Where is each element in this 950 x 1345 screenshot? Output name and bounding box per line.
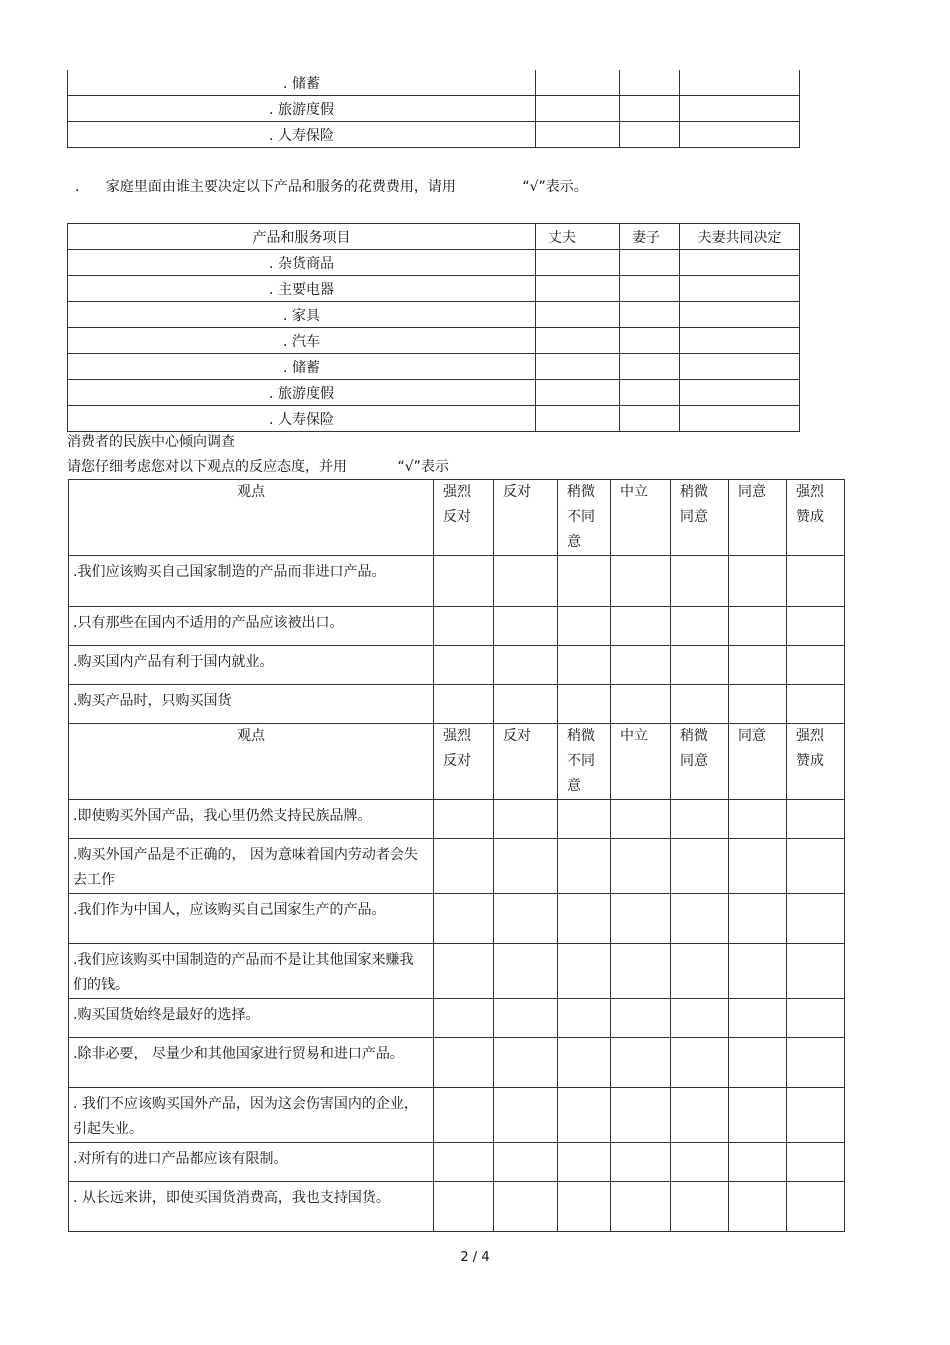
rating-cell[interactable] (434, 800, 494, 839)
answer-cell[interactable] (536, 70, 620, 96)
rating-cell[interactable] (611, 1143, 671, 1182)
opinion-statement: .我们应该购买自己国家制造的产品而非进口产品。 (69, 556, 434, 607)
rating-cell[interactable] (729, 999, 787, 1038)
rating-cell[interactable] (671, 556, 729, 607)
rating-cell[interactable] (729, 894, 787, 944)
header-line: 同意 (680, 509, 708, 525)
answer-cell[interactable] (536, 406, 620, 432)
rating-cell[interactable] (729, 1182, 787, 1232)
rating-cell[interactable] (611, 607, 671, 646)
rating-cell[interactable] (611, 1038, 671, 1088)
answer-cell[interactable] (536, 276, 620, 302)
rating-cell[interactable] (611, 1182, 671, 1232)
answer-cell[interactable] (620, 70, 680, 96)
table-header-row (69, 480, 845, 556)
table-row (68, 122, 800, 148)
rating-cell[interactable] (494, 944, 558, 999)
rating-cell[interactable] (729, 1143, 787, 1182)
rating-cell[interactable] (611, 839, 671, 894)
rating-cell[interactable] (671, 800, 729, 839)
rating-cell[interactable] (434, 1088, 494, 1143)
rating-cell[interactable] (494, 646, 558, 685)
question-2 (75, 176, 588, 196)
answer-cell[interactable] (680, 380, 800, 406)
answer-cell[interactable] (620, 354, 680, 380)
table-row (69, 607, 845, 646)
rating-cell[interactable] (729, 607, 787, 646)
item-label: . 人寿保险 (68, 122, 536, 148)
header-wife: 妻子 (620, 224, 680, 250)
header-items: 产品和服务项目 (68, 224, 536, 250)
answer-cell[interactable] (536, 122, 620, 148)
rating-cell[interactable] (494, 1038, 558, 1088)
item-label: . 人寿保险 (68, 406, 536, 432)
header-scale-option (558, 480, 611, 556)
rating-cell[interactable] (671, 1038, 729, 1088)
header-opinion (69, 480, 434, 556)
rating-cell[interactable] (434, 685, 494, 724)
item-label: . 主要电器 (68, 276, 536, 302)
answer-cell[interactable] (536, 250, 620, 276)
answer-cell[interactable] (680, 70, 800, 96)
header-scale-option (434, 480, 494, 556)
rating-cell[interactable] (729, 646, 787, 685)
rating-cell[interactable] (558, 999, 611, 1038)
table-row (68, 302, 800, 328)
rating-cell[interactable] (671, 1143, 729, 1182)
opinion-table (68, 479, 845, 1232)
answer-cell[interactable] (620, 380, 680, 406)
header-scale-option (494, 724, 558, 800)
rating-cell[interactable] (558, 1182, 611, 1232)
item-label: . 旅游度假 (68, 96, 536, 122)
rating-cell[interactable] (558, 685, 611, 724)
answer-cell[interactable] (536, 380, 620, 406)
rating-cell[interactable] (434, 839, 494, 894)
item-label: . 储蓄 (68, 354, 536, 380)
rating-cell[interactable] (671, 646, 729, 685)
rating-cell[interactable] (434, 894, 494, 944)
answer-cell[interactable] (620, 276, 680, 302)
table-row (69, 894, 845, 944)
table-row (69, 999, 845, 1038)
rating-cell[interactable] (787, 944, 845, 999)
answer-cell[interactable] (680, 276, 800, 302)
answer-cell[interactable] (680, 302, 800, 328)
table-row (69, 1143, 845, 1182)
answer-cell[interactable] (680, 406, 800, 432)
opinion-statement: .购买国货始终是最好的选择。 (69, 999, 434, 1038)
answer-cell[interactable] (620, 250, 680, 276)
answer-cell[interactable] (536, 354, 620, 380)
question-number: . (75, 179, 80, 195)
answer-cell[interactable] (620, 96, 680, 122)
rating-cell[interactable] (671, 839, 729, 894)
rating-cell[interactable] (434, 1182, 494, 1232)
rating-cell[interactable] (787, 1182, 845, 1232)
header-line: 反对 (503, 484, 531, 500)
header-scale-option (434, 724, 494, 800)
answer-cell[interactable] (680, 122, 800, 148)
header-husband: 丈夫 (536, 224, 620, 250)
header-line: 稍微 (567, 728, 595, 744)
rating-cell[interactable] (671, 1182, 729, 1232)
table-row (68, 354, 800, 380)
item-label: . 家具 (68, 302, 536, 328)
check-mark-instruction: “√”表示。 (522, 179, 588, 195)
header-line: 稍微 (567, 484, 595, 500)
opinion-statement: . 我们不应该购买国外产品，因为这会伤害国内的企业，引起失业。 (69, 1088, 434, 1143)
header-scale-option (787, 724, 845, 800)
header-scale-option (787, 480, 845, 556)
table-row (69, 839, 845, 894)
answer-cell[interactable] (680, 354, 800, 380)
table-row (68, 406, 800, 432)
opinion-statement: .除非必要， 尽量少和其他国家进行贸易和进口产品。 (69, 1038, 434, 1088)
rating-cell[interactable] (787, 607, 845, 646)
rating-cell[interactable] (558, 944, 611, 999)
answer-cell[interactable] (680, 250, 800, 276)
table-header-row (69, 724, 845, 800)
table-row (69, 1088, 845, 1143)
rating-cell[interactable] (494, 999, 558, 1038)
rating-cell[interactable] (671, 1088, 729, 1143)
header-line: 意 (567, 534, 581, 550)
table-row (69, 800, 845, 839)
header-scale-option (611, 480, 671, 556)
header-line: 稍微 (680, 728, 708, 744)
header-scale-option (671, 480, 729, 556)
table-row (68, 250, 800, 276)
opinion-statement: .购买国内产品有利于国内就业。 (69, 646, 434, 685)
header-scale-option (611, 724, 671, 800)
rating-cell[interactable] (787, 839, 845, 894)
rating-cell[interactable] (787, 1088, 845, 1143)
rating-cell[interactable] (494, 607, 558, 646)
rating-cell[interactable] (434, 944, 494, 999)
table-row (69, 646, 845, 685)
answer-cell[interactable] (536, 328, 620, 354)
item-label: . 汽车 (68, 328, 536, 354)
table-row (69, 944, 845, 999)
answer-cell[interactable] (536, 302, 620, 328)
rating-cell[interactable] (558, 607, 611, 646)
header-line: 稍微 (680, 484, 708, 500)
rating-cell[interactable] (787, 556, 845, 607)
answer-cell[interactable] (680, 328, 800, 354)
header-line: 中立 (620, 728, 648, 744)
header-line: 不同 (567, 753, 595, 769)
header-scale-option (729, 724, 787, 800)
rating-cell[interactable] (611, 1088, 671, 1143)
rating-cell[interactable] (611, 894, 671, 944)
header-opinion (69, 724, 434, 800)
survey-instruction (67, 456, 449, 476)
header-line: 观点 (237, 484, 265, 500)
rating-cell[interactable] (558, 800, 611, 839)
header-line: 中立 (620, 484, 648, 500)
item-label: . 储蓄 (68, 70, 536, 96)
instruction-text: 请您仔细考虑您对以下观点的反应态度，并用 (67, 459, 347, 475)
check-mark-instruction: “√”表示 (397, 459, 449, 475)
rating-cell[interactable] (558, 839, 611, 894)
opinion-statement: .只有那些在国内不适用的产品应该被出口。 (69, 607, 434, 646)
rating-cell[interactable] (787, 800, 845, 839)
rating-cell[interactable] (611, 944, 671, 999)
table-row (69, 685, 845, 724)
item-label: . 旅游度假 (68, 380, 536, 406)
table-row (68, 328, 800, 354)
table-row (68, 70, 800, 96)
rating-cell[interactable] (729, 556, 787, 607)
table-row (68, 96, 800, 122)
rating-cell[interactable] (558, 646, 611, 685)
rating-cell[interactable] (494, 894, 558, 944)
rating-cell[interactable] (494, 839, 558, 894)
answer-cell[interactable] (536, 96, 620, 122)
header-scale-option (729, 480, 787, 556)
table-row (69, 1182, 845, 1232)
answer-cell[interactable] (620, 122, 680, 148)
table-row (69, 556, 845, 607)
rating-cell[interactable] (611, 556, 671, 607)
rating-cell[interactable] (729, 944, 787, 999)
rating-cell[interactable] (434, 646, 494, 685)
rating-cell[interactable] (787, 646, 845, 685)
rating-cell[interactable] (611, 685, 671, 724)
header-line: 同意 (738, 728, 766, 744)
item-label: . 杂货商品 (68, 250, 536, 276)
rating-cell[interactable] (494, 1088, 558, 1143)
rating-cell[interactable] (611, 999, 671, 1038)
header-line: 赞成 (796, 753, 824, 769)
rating-cell[interactable] (494, 556, 558, 607)
header-line: 意 (567, 778, 581, 794)
rating-cell[interactable] (729, 1038, 787, 1088)
rating-cell[interactable] (671, 999, 729, 1038)
header-line: 强烈 (443, 484, 471, 500)
answer-cell[interactable] (680, 96, 800, 122)
rating-cell[interactable] (787, 999, 845, 1038)
header-line: 同意 (680, 753, 708, 769)
header-line: 反对 (443, 753, 471, 769)
rating-cell[interactable] (729, 800, 787, 839)
rating-cell[interactable] (671, 944, 729, 999)
header-line: 强烈 (796, 484, 824, 500)
opinion-statement: .购买产品时，只购买国货 (69, 685, 434, 724)
rating-cell[interactable] (494, 800, 558, 839)
rating-cell[interactable] (729, 685, 787, 724)
opinion-statement: .即使购买外国产品，我心里仍然支持民族品牌。 (69, 800, 434, 839)
rating-cell[interactable] (787, 1038, 845, 1088)
page-number: 2 / 4 (460, 1250, 490, 1265)
header-line: 同意 (738, 484, 766, 500)
header-line: 反对 (443, 509, 471, 525)
rating-cell[interactable] (558, 1038, 611, 1088)
opinion-statement: .对所有的进口产品都应该有限制。 (69, 1143, 434, 1182)
rating-cell[interactable] (671, 607, 729, 646)
table-row (69, 1038, 845, 1088)
rating-cell[interactable] (611, 800, 671, 839)
header-scale-option (494, 480, 558, 556)
rating-cell[interactable] (787, 685, 845, 724)
table-continued (67, 70, 800, 148)
header-line: 反对 (503, 728, 531, 744)
header-scale-option (671, 724, 729, 800)
rating-cell[interactable] (558, 556, 611, 607)
rating-cell[interactable] (434, 607, 494, 646)
header-line: 不同 (567, 509, 595, 525)
opinion-statement: . 从长远来讲，即使买国货消费高，我也支持国货。 (69, 1182, 434, 1232)
rating-cell[interactable] (671, 685, 729, 724)
table-row (68, 276, 800, 302)
rating-cell[interactable] (494, 1182, 558, 1232)
survey-title: 消费者的民族中心倾向调查 (67, 434, 235, 450)
rating-cell[interactable] (434, 556, 494, 607)
header-line: 观点 (237, 728, 265, 744)
answer-cell[interactable] (620, 328, 680, 354)
rating-cell[interactable] (558, 894, 611, 944)
rating-cell[interactable] (671, 894, 729, 944)
header-scale-option (558, 724, 611, 800)
rating-cell[interactable] (434, 999, 494, 1038)
rating-cell[interactable] (729, 839, 787, 894)
header-line: 赞成 (796, 509, 824, 525)
rating-cell[interactable] (494, 685, 558, 724)
rating-cell[interactable] (729, 1088, 787, 1143)
table-header-row (68, 224, 800, 250)
rating-cell[interactable] (558, 1143, 611, 1182)
rating-cell[interactable] (494, 1143, 558, 1182)
decision-table (67, 223, 800, 432)
rating-cell[interactable] (434, 1038, 494, 1088)
header-line: 强烈 (796, 728, 824, 744)
answer-cell[interactable] (620, 406, 680, 432)
opinion-statement: .我们应该购买中国制造的产品而不是让其他国家来赚我们的钱。 (69, 944, 434, 999)
rating-cell[interactable] (787, 894, 845, 944)
rating-cell[interactable] (558, 1088, 611, 1143)
rating-cell[interactable] (787, 1143, 845, 1182)
rating-cell[interactable] (611, 646, 671, 685)
opinion-statement: .购买外国产品是不正确的， 因为意味着国内劳动者会失去工作 (69, 839, 434, 894)
header-line: 强烈 (443, 728, 471, 744)
rating-cell[interactable] (434, 1143, 494, 1182)
opinion-statement: .我们作为中国人，应该购买自己国家生产的产品。 (69, 894, 434, 944)
question-text: 家庭里面由谁主要决定以下产品和服务的花费费用，请用 (105, 179, 456, 195)
answer-cell[interactable] (620, 302, 680, 328)
header-joint: 夫妻共同决定 (680, 224, 800, 250)
table-row (68, 380, 800, 406)
